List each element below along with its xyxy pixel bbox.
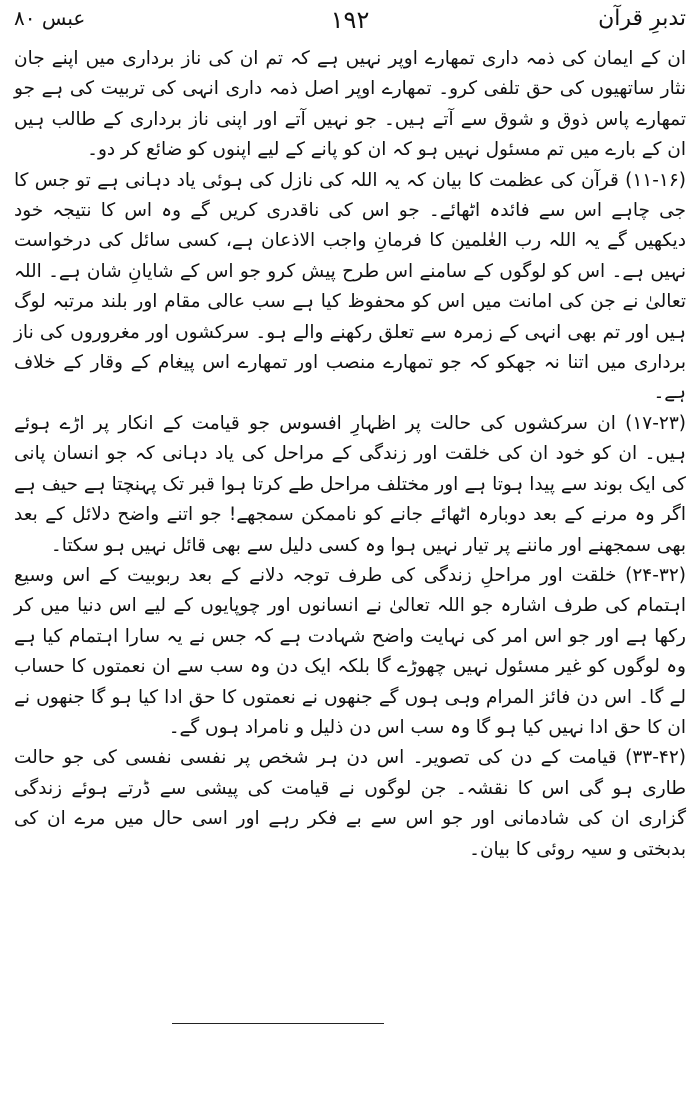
paragraph-2: (۱۱-۱۶) قرآن کی عظمت کا بیان کہ یہ اللہ کی نازل کی ہوئی یاد دہانی ہے تو جس کا جی چاہے اس سے فائدہ اٹھائے۔ جو اس کی ناقدری کریں گے وہ اس کا نتیجہ خود دیکھیں گے یہ اللہ رب العٰلمین کا فرمانِ واجب الاذعان ہے، کسی سائل کی درخواست نہیں ہے۔ اس کو لوگوں کے سامنے اس طرح پیش کرو جو اس کے شایانِ شان ہے۔ اللہ تعالیٰ نے جن کی امانت میں اس کو محفوظ کیا ہے سب عالی مقام اور بلند مرتبہ لوگ ہیں اور تم بھی انہی کے زمرہ سے تعلق رکھنے والے ہو۔ سرکشوں اور مغروروں کی ناز برداری میں اتنا نہ جھکو کہ جو تمھارے منصب اور تمھارے اس پیغام کے وقار کے خلاف ہے۔ — [14, 169, 686, 404]
surah-reference: عبس ۸۰ — [14, 6, 86, 30]
paragraph-1: ان کے ایمان کی ذمہ داری تمھارے اوپر نہیں ہے کہ تم ان کی ناز برداری میں اپنے جان نثار ساتھیوں کی حق تلفی کرو۔ تمھارے اوپر اصل ذمہ داری انہی کی تربیت کی ہے جو تمھارے پاس ذوق و شوق سے آتے ہیں۔ جو نہیں آتے اور اپنی ناز برداری کے طالب ہیں ان کے بارے میں تم مسئول نہیں ہو کہ ان کو پانے کے لیے اپنوں کو ضائع کر دو۔ — [14, 48, 686, 161]
book-title: تدبرِ قرآن — [598, 6, 686, 31]
page-number: ۱۹۲ — [330, 6, 370, 34]
paragraph-4: (۲۴-۳۲) خلقت اور مراحلِ زندگی کی طرف توجہ دلانے کے بعد ربوبیت کے اس وسیع اہتمام کی طرف اشارہ جو اللہ تعالیٰ نے انسانوں اور چوپایوں کے لیے اس دنیا میں کر رکھا ہے اور جو اس امر کی نہایت واضح شہادت ہے کہ جس نے یہ سارا اہتمام کیا ہے وہ لوگوں کو غیر مسئول نہیں چھوڑے گا بلکہ ایک دن وہ سب سے ان نعمتوں کا حساب لے گا۔ اس دن فائز المرام وہی ہوں گے جنھوں نے نعمتوں کا حق ادا کیا ہو گا جنھوں نے ان کا حق ادا نہیں کیا ہو گا وہ سب اس دن ذلیل و نامراد ہوں گے۔ — [14, 564, 686, 738]
end-divider — [172, 1023, 384, 1024]
paragraph-3: (۱۷-۲۳) ان سرکشوں کی حالت پر اظہارِ افسوس جو قیامت کے انکار پر اڑے ہوئے ہیں۔ ان کو خود ان کی خلقت اور زندگی کے مراحل کی یاد دہانی کہ جو انسان پانی کی ایک بوند سے پیدا ہوتا ہے اور مختلف مراحل طے کرتا ہوا قبر تک پہنچتا ہے حیف ہے اگر وہ مرنے کے بعد دوبارہ اٹھائے جانے کو ناممکن سمجھے! جو اتنے واضح دلائل کے بعد بھی سمجھنے اور ماننے پر تیار نہیں ہوا وہ کسی دلیل سے بھی قائل نہیں ہو سکتا۔ — [14, 412, 686, 556]
paragraph-5: (۳۳-۴۲) قیامت کے دن کی تصویر۔ اس دن ہر شخص پر نفسی نفسی کی جو حالت طاری ہو گی اس کا نقشہ۔ جن لوگوں نے قیامت کی پیشی سے ڈرتے ہوئے زندگی گزاری ان کی شادمانی اور جو اس سے بے فکر رہے اور اسی حال میں مرے ان کی بدبختی و سیہ روئی کا بیان۔ — [14, 747, 686, 860]
commentary-body — [14, 44, 686, 865]
page-header — [0, 6, 700, 46]
